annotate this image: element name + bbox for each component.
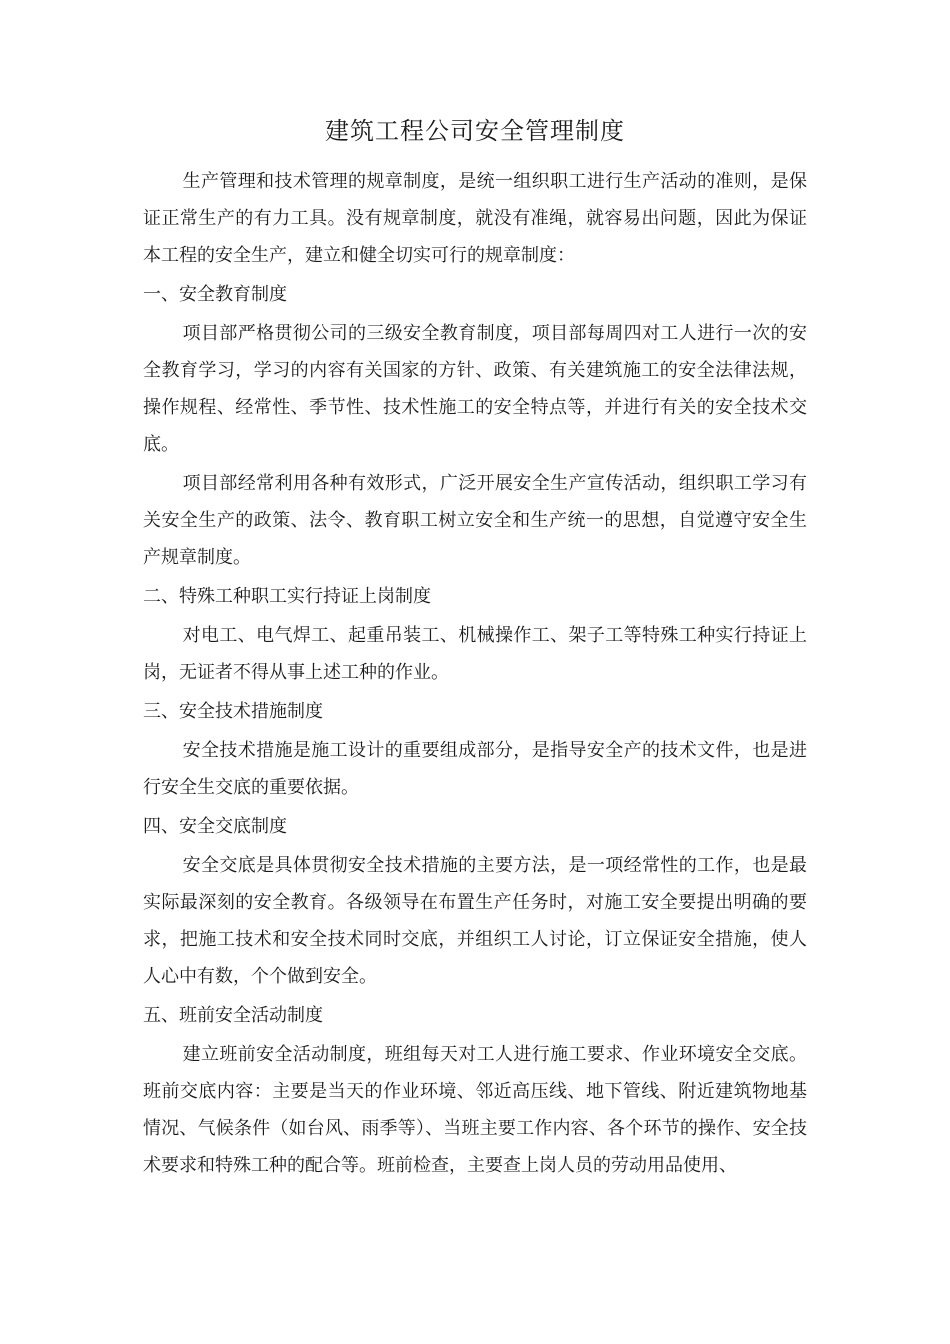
section-heading: 五、班前安全活动制度 (143, 1005, 323, 1026)
body-paragraph: 项目部经常利用各种有效形式，广泛开展安全生产宣传活动，组织职工学习有关安全生产的政策、法令、教育职工树立安全和生产统一的思想，自觉遵守安全生产规章制度。 (143, 473, 807, 568)
section-heading: 一、安全教育制度 (143, 284, 287, 305)
body-paragraph: 建立班前安全活动制度，班组每天对工人进行施工要求、作业环境安全交底。班前交底内容：主要是当天的作业环境、邻近高压线、地下管线、附近建筑物地基情况、气候条件（如台风、雨季等）、当班主要工作内容、各个环节的操作、安全技术要求和特殊工种的配合等。班前检查，主要查上岗人员的劳动用品使用、 (143, 1044, 807, 1176)
document-title: 建筑工程公司安全管理制度 (325, 117, 625, 145)
section-heading: 四、安全交底制度 (143, 816, 287, 837)
document-body (143, 163, 807, 1186)
body-paragraph: 项目部严格贯彻公司的三级安全教育制度，项目部每周四对工人进行一次的安全教育学习，学习的内容有关国家的方针、政策、有关建筑施工的安全法律法规，操作规程、经常性、季节性、技术性施工的安全特点等，并进行有关的安全技术交底。 (143, 323, 807, 455)
body-paragraph: 安全交底是具体贯彻安全技术措施的主要方法，是一项经常性的工作，也是最实际最深刻的安全教育。各级领导在布置生产任务时，对施工安全要提出明确的要求，把施工技术和安全技术同时交底，并组织工人讨论，订立保证安全措施，使人人心中有数，个个做到安全。 (143, 855, 807, 987)
body-paragraph: 安全技术措施是施工设计的重要组成部分，是指导安全产的技术文件，也是进行安全生交底的重要依据。 (143, 740, 807, 798)
intro-paragraph: 生产管理和技术管理的规章制度，是统一组织职工进行生产活动的准则，是保证正常生产的有力工具。没有规章制度，就没有准绳，就容易出问题，因此为保证本工程的安全生产，建立和健全切实可行的规章制度： (143, 171, 807, 266)
section-heading: 二、特殊工种职工实行持证上岗制度 (143, 586, 431, 607)
body-paragraph: 对电工、电气焊工、起重吊装工、机械操作工、架子工等特殊工种实行持证上岗，无证者不得从事上述工种的作业。 (143, 625, 807, 683)
section-heading: 三、安全技术措施制度 (143, 701, 323, 722)
